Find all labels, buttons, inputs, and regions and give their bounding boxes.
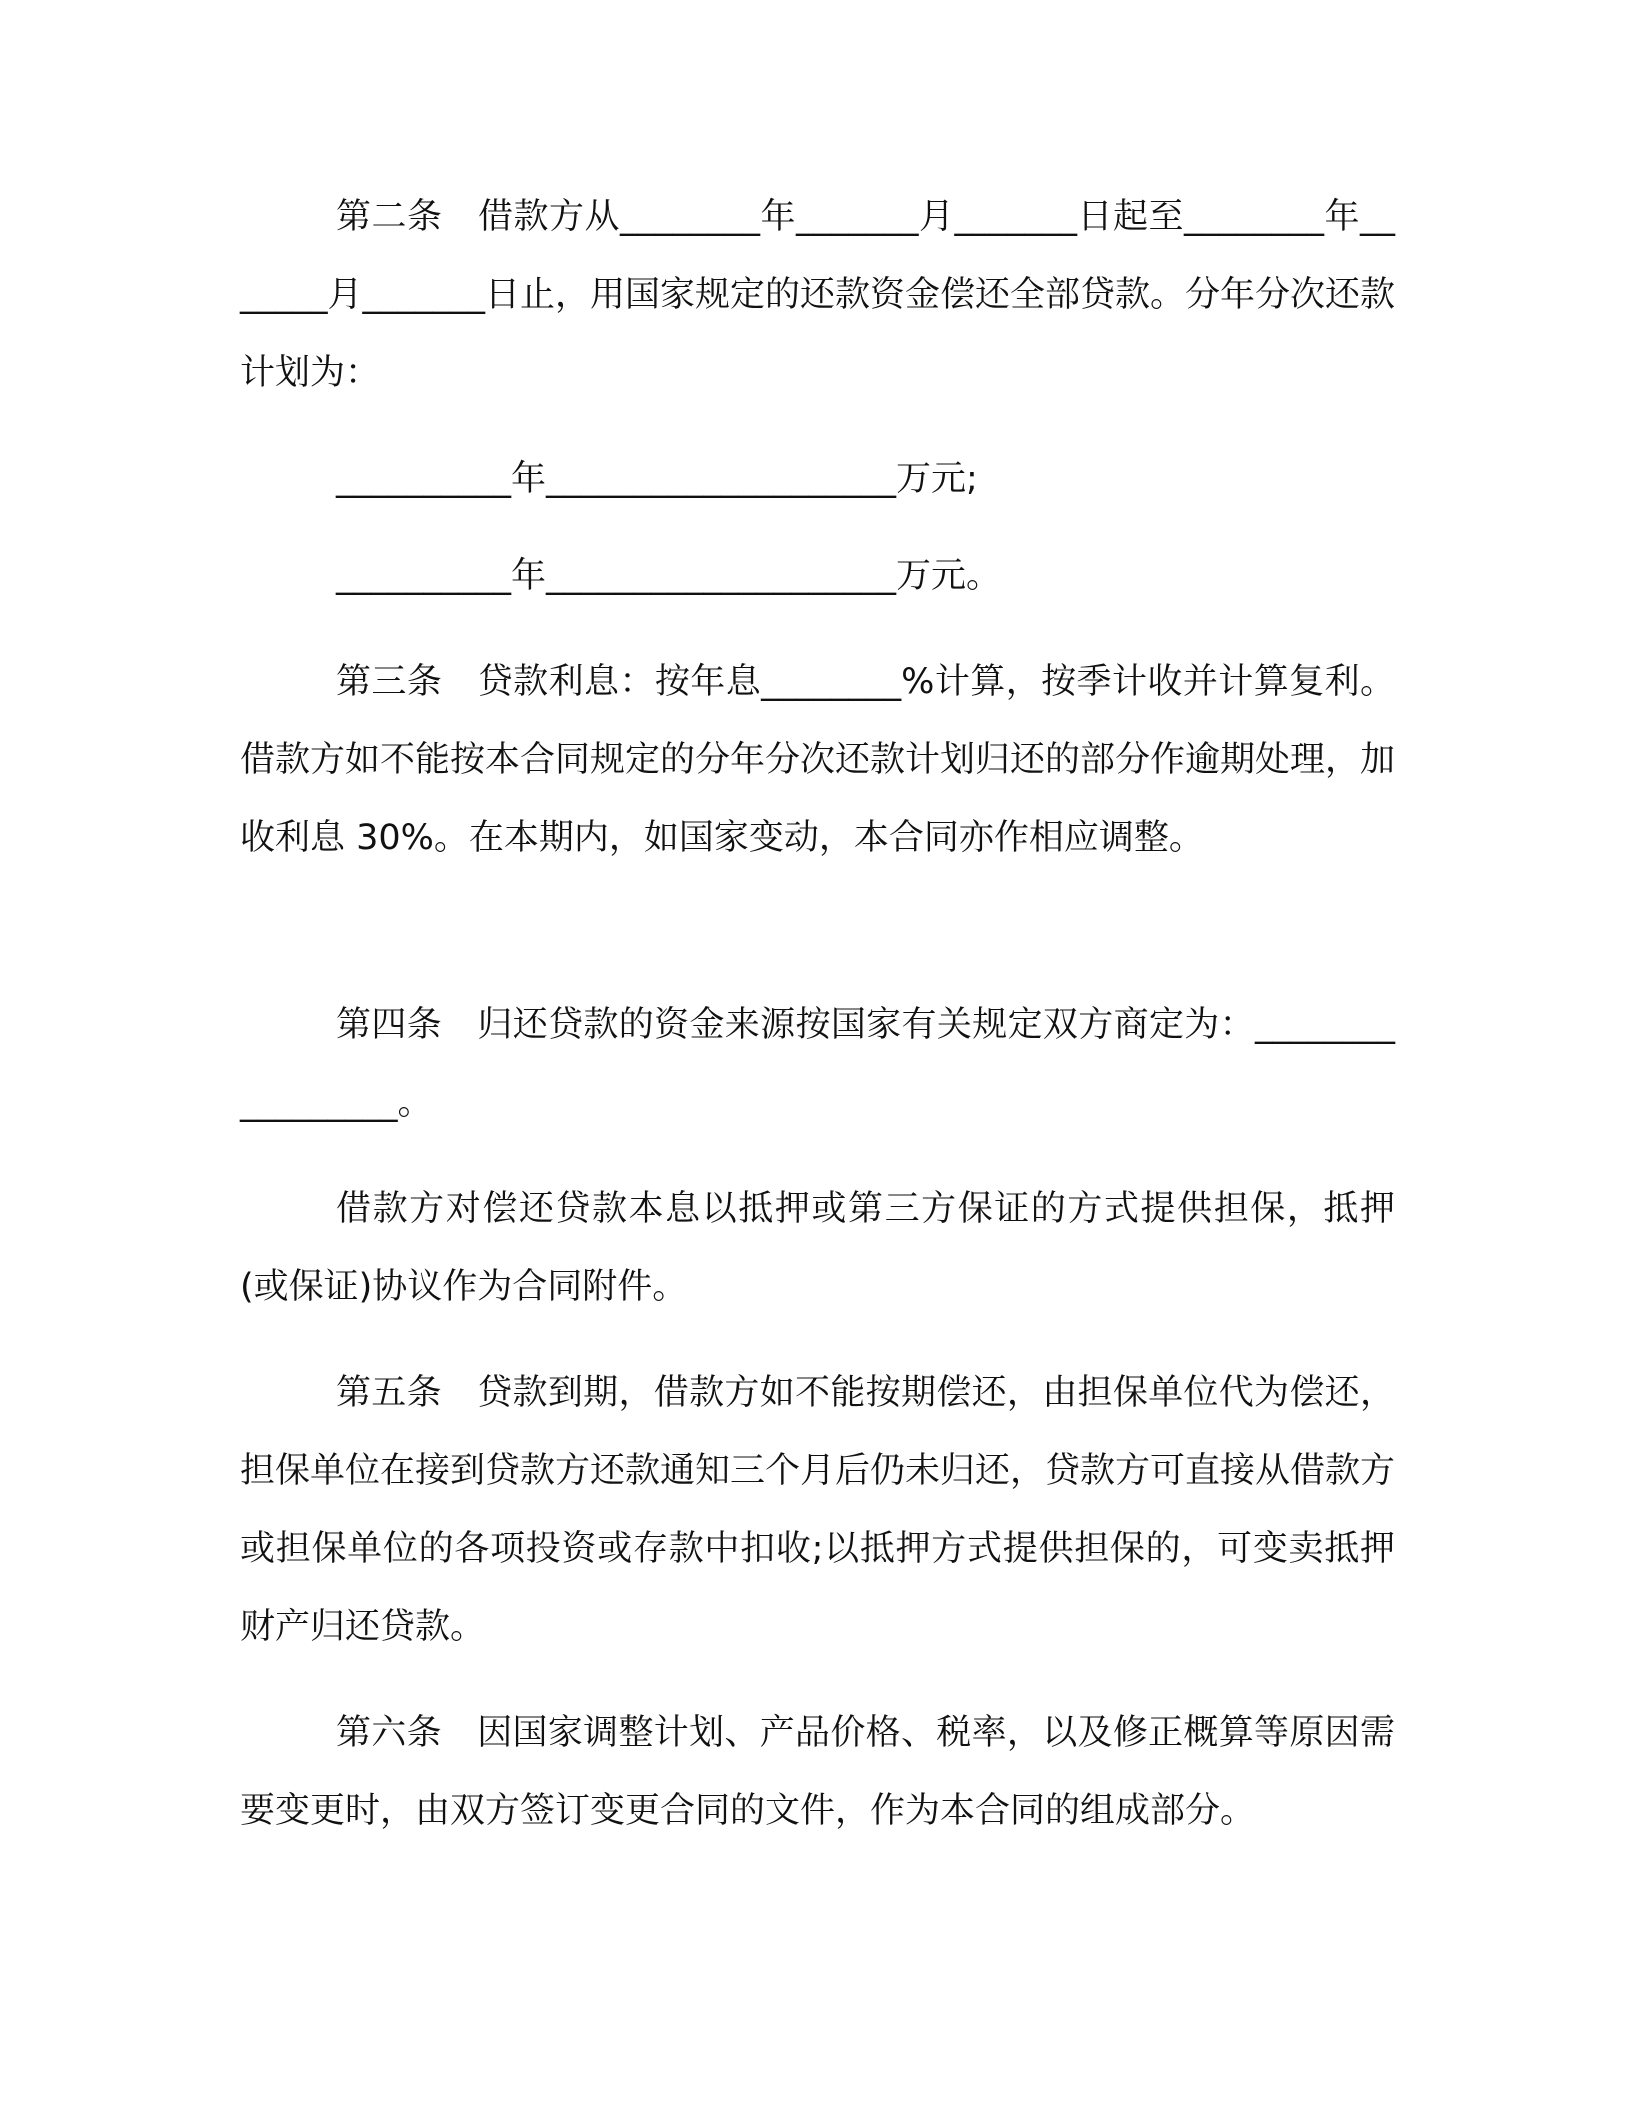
article-4-paragraph: 第四条 归还贷款的资金来源按国家有关规定双方商定为：_________________。 bbox=[240, 1005, 1395, 1123]
guarantee-paragraph: 借款方对偿还贷款本息以抵押或第三方保证的方式提供担保，抵押(或保证)协议作为合同附件。 bbox=[240, 1189, 1395, 1307]
article-2-paragraph: 第二条 借款方从________年_______月_______日起至________年_______月_______日止，用国家规定的还款资金偿还全部贷款。分年分次还款计划为： bbox=[240, 197, 1396, 393]
article-6-paragraph: 第六条 因国家调整计划、产品价格、税率，以及修正概算等原因需要变更时，由双方签订变更合同的文件，作为本合同的组成部分。 bbox=[240, 1713, 1395, 1831]
article-5-paragraph: 第五条 贷款到期，借款方如不能按期偿还，由担保单位代为偿还，担保单位在接到贷款方还款通知三个月后仍未归还，贷款方可直接从借款方或担保单位的各项投资或存款中扣收;以抵押方式提供担保的，可变卖抵押财产归还贷款。 bbox=[240, 1373, 1396, 1647]
article-3-paragraph: 第三条 贷款利息：按年息________%计算，按季计收并计算复利。借款方如不能按本合同规定的分年分次还款计划归还的部分作逾期处理，加收利息 30%。在本期内，如国家变动，本合同亦作相应调整。 bbox=[240, 662, 1396, 858]
repayment-plan-line-2: __________年____________________万元。 bbox=[336, 556, 1002, 596]
repayment-plan-line-1: __________年____________________万元; bbox=[336, 459, 978, 499]
